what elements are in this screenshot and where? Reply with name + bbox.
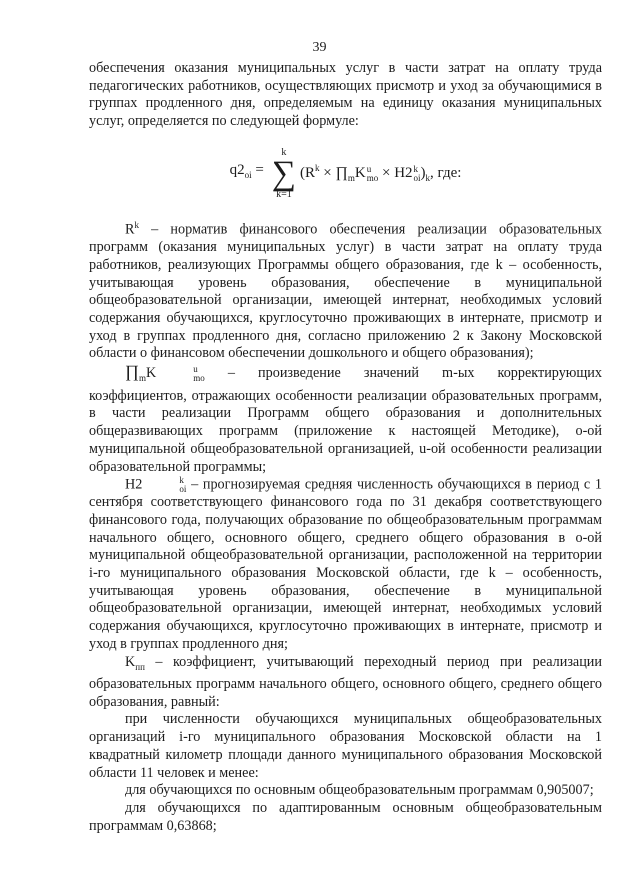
formula-terms: ($R^k$ × $\prod_mK$ u mo × H2 k oi )$_k$, где: (300, 162, 462, 183)
formula-lhs: $q2_{oi}$ = (229, 162, 264, 181)
sum-symbol: ∑ (271, 154, 297, 192)
definition-product: $\prod_mK$ u mo – произведение значений m-ых корректирующих коэффициентов, отражающих особенности реализации образовательных программ, в части реализации Программ общего образования и дополнительных общеразвивающих программ (приложение к настоящей Методике), о-ой муниципальной общеобразовательной организацией, u-ой особенности реализации образовательной программы; (89, 362, 602, 475)
document-body (89, 60, 602, 835)
sum-lower-limit: k=1 (276, 188, 292, 200)
page-number: 39 (312, 40, 327, 55)
definition-h2: H2 k oi – прогнозируемая средняя численность обучающихся в период с 1 сентября соответствующего финансового года по 31 декабря соответствующего финансового года, получающих образование по общеобразовательным программам начального общего, основного общего, среднего общего образования в о-ой муниципальной общеобразовательной организации, расположенной на территории i-го муниципального образования Московской области, где k – особенность, учитывающая уровень образования, обеспечение в муниципальной общеобразовательной организации, имеющей интернат, необходимых условий содержания обучающихся, круглосуточно проживающих в интернате, присмотр и уход в группах продленного дня; (89, 475, 602, 652)
list-item-adapted-programs: для обучающихся по адаптированным основным общеобразовательным программам 0,63868; (89, 800, 602, 834)
intro-paragraph: обеспечения оказания муниципальных услуг в части затрат на оплату труда педагогических работников, осуществляющих присмотр и уход за обучающимися в группах продленного дня, определяемым на единицу оказания муниципальных услуг, определяется по следующей формуле: (89, 60, 602, 130)
condition-paragraph: при численности обучающихся муниципальных общеобразовательных организаций i-го муниципального образования Московской области на 1 квадратный километр площади данного муниципального образования Московской области 11 человек и менее: (89, 711, 602, 781)
sum-operator (272, 148, 296, 200)
sum-upper-limit: k (281, 146, 287, 158)
definition-kpn: $K_{пп}$ – коэффициент, учитывающий переходный период при реализации образовательных программ начального общего, основного общего, среднего общего образования, равный: (89, 653, 602, 710)
formula-q2oi (89, 133, 602, 215)
definition-rk: $R^k$ – норматив финансового обеспечения реализации образовательных программ (оказания муниципальных услуг) в части затрат на оплату труда работников, реализующих Программы общего образования, где k – особенность, учитывающая уровень образования, обеспечение в муниципальной общеобразовательной организации, имеющей интернат, необходимых условий содержания обучающихся, круглосуточно проживающих в интернате, присмотр и уход в группах продленного дня, согласно приложению 2 к Закону Московской области о финансовом обеспечении дошкольного и общего образования); (89, 219, 602, 362)
list-item-basic-programs: для обучающихся по основным общеобразовательным программам 0,905007; (125, 782, 594, 799)
